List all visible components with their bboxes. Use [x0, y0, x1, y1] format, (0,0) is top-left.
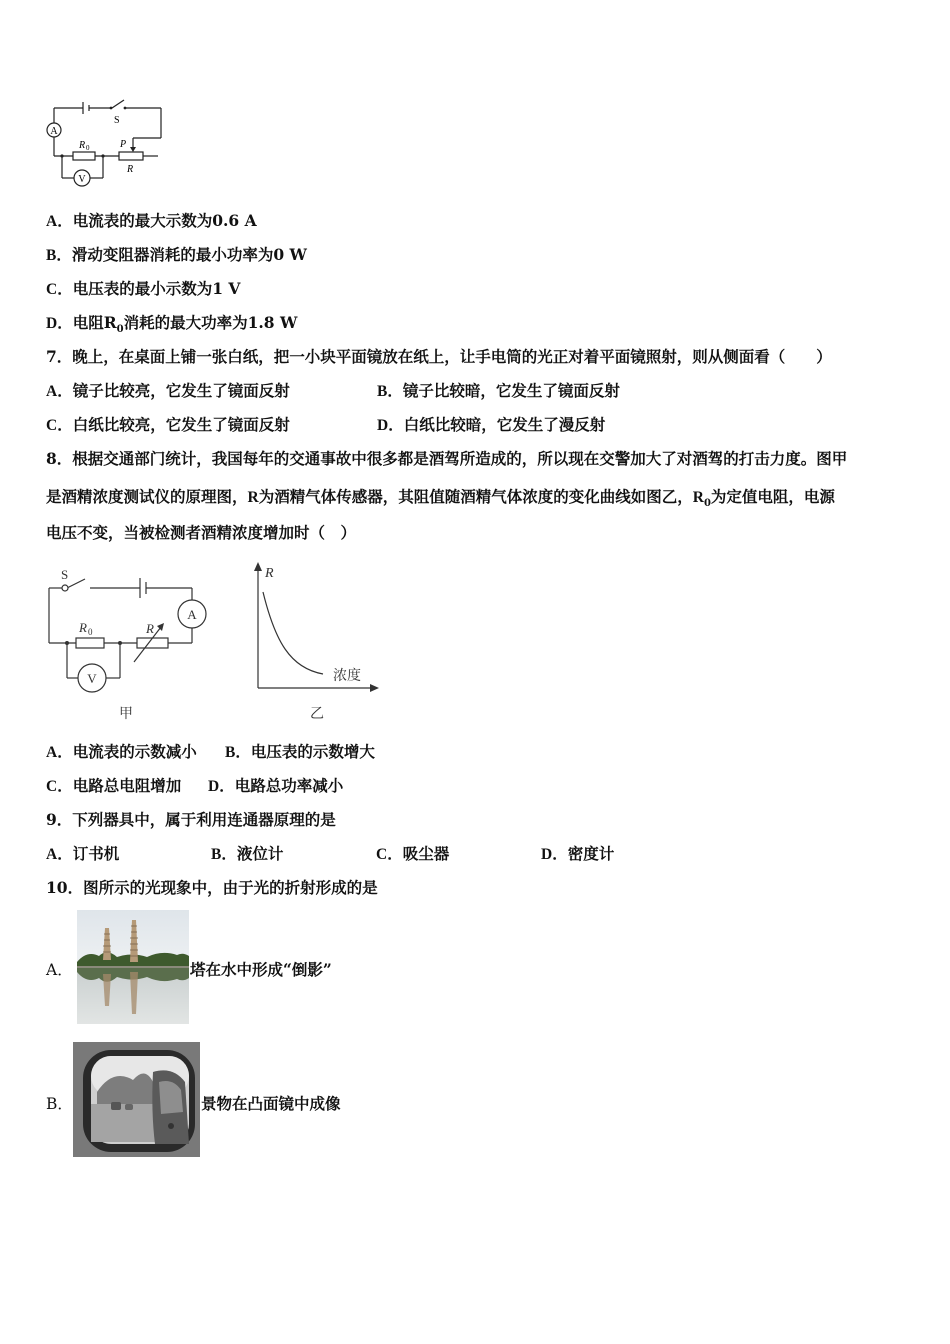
q7-option-c-label: C．: [46, 417, 73, 434]
q8-option-c[interactable]: [46, 776, 181, 797]
q8-voltmeter-symbol: V: [87, 671, 97, 686]
q6-rheostat-label: R: [127, 164, 134, 175]
q8-graph-yi: [245, 556, 385, 726]
q8-stem-line-2-b: 为酒精气体传感器，其阻值随酒精气体浓度的变化曲线如图乙，: [258, 487, 693, 506]
q8-option-a-label: A．: [46, 744, 73, 761]
q7-option-c[interactable]: [46, 415, 290, 436]
q8-option-b-text: 电压表的示数增大: [250, 742, 375, 761]
q6-ammeter-symbol: A: [50, 126, 58, 137]
q6-option-c[interactable]: [46, 279, 240, 300]
q9-option-c-text: 吸尘器: [402, 844, 450, 863]
q6-option-d-subscript: 0: [116, 324, 124, 336]
q7-option-a-text: 镜子比较亮，它发生了镜面反射: [72, 381, 290, 400]
q9-option-c[interactable]: [376, 844, 449, 865]
q6-option-b-text: 滑动变阻器消耗的最小功率为: [71, 245, 274, 264]
q6-r0-subscript: 0: [86, 144, 90, 152]
q6-slider-label: P: [120, 139, 127, 150]
q8-stem-line-1: 8．根据交通部门统计，我国每年的交通事故中很多都是酒驾所造成的，所以现在交警加大了对酒驾的打击力度。图甲: [46, 449, 848, 468]
q8-option-d-text: 电路总功率减小: [234, 776, 344, 795]
q8-stem-line-2-c: 为定值电阻，电源: [710, 487, 835, 506]
q8-option-c-label: C．: [46, 778, 73, 795]
q6-option-a-label: A．: [46, 213, 73, 230]
q8-option-b[interactable]: [225, 742, 375, 763]
q9-option-a[interactable]: [46, 844, 119, 865]
q6-option-a-value: 0.6 A: [212, 211, 257, 230]
q8-caption-yi: 乙: [310, 707, 324, 722]
q10-option-a-label[interactable]: A．: [46, 961, 73, 979]
q8-caption-jia: 甲: [119, 707, 133, 722]
q9-option-d[interactable]: [541, 844, 614, 865]
q6-option-d-text-pre: 电阻: [72, 313, 104, 332]
q9-option-b-label: B．: [211, 846, 237, 863]
q9-option-a-label: A．: [46, 846, 73, 863]
q10-option-a-pagoda-reflection-photo[interactable]: [77, 910, 189, 1024]
q6-option-c-label: C．: [46, 281, 73, 298]
q6-option-d-label: D．: [46, 315, 73, 332]
q8-stem-line-2-subscript: 0: [703, 498, 711, 510]
q7-option-d-text: 白纸比较暗，它发生了漫反射: [403, 415, 606, 434]
q8-stem-line-3: 电压不变，当被检测者酒精浓度增加时（ ）: [46, 523, 357, 542]
q10-option-b-text: 景物在凸面镜中成像: [201, 1094, 341, 1113]
q8-option-d[interactable]: [208, 776, 343, 797]
q8-option-c-text: 电路总电阻增加: [72, 776, 182, 795]
q9-stem: 9．下列器具中，属于利用连通器原理的是: [46, 810, 336, 829]
q6-option-c-value: 1 V: [212, 279, 241, 298]
q6-option-c-text: 电压表的最小示数为: [72, 279, 213, 298]
q7-option-c-text: 白纸比较亮，它发生了镜面反射: [72, 415, 290, 434]
q6-option-d-value: 1.8 W: [247, 313, 298, 332]
q9-option-d-label: D．: [541, 846, 568, 863]
q7-option-b[interactable]: [377, 381, 620, 402]
q8-switch-label: S: [61, 567, 69, 582]
q7-option-d-label: D．: [377, 417, 404, 434]
q8-stem-line-2-r: R: [247, 489, 259, 506]
q10-option-b-convex-mirror-photo[interactable]: [73, 1042, 200, 1157]
q10-option-b-label[interactable]: B．: [46, 1095, 73, 1113]
q6-voltmeter-symbol: V: [78, 174, 86, 185]
q6-option-b[interactable]: [46, 245, 307, 266]
q6-option-a-text: 电流表的最大示数为: [72, 211, 213, 230]
q6-option-a[interactable]: [46, 211, 257, 232]
q6-circuit-diagram: [40, 96, 175, 191]
q8-graph-x-axis-label: 浓度: [333, 669, 361, 684]
q7-option-d[interactable]: [377, 415, 605, 436]
q8-stem-line-2-r0: R: [692, 489, 704, 506]
q6-option-d-text-post: 消耗的最大功率为: [123, 313, 248, 332]
q8-sensor-label: R: [146, 621, 154, 636]
q6-r0-label: R: [79, 140, 86, 151]
q9-option-d-text: 密度计: [567, 844, 615, 863]
q9-option-b-text: 液位计: [236, 844, 284, 863]
q8-option-b-label: B．: [225, 744, 251, 761]
q10-option-a-text: 塔在水中形成“倒影”: [190, 960, 332, 979]
q6-option-b-value: 0 W: [273, 245, 307, 264]
q8-r0-label: R: [79, 620, 87, 635]
q10-stem: 10．图所示的光现象中，由于光的折射形成的是: [46, 878, 378, 897]
q8-option-a-text: 电流表的示数减小: [72, 742, 197, 761]
q9-option-b[interactable]: [211, 844, 283, 865]
q8-circuit-diagram-jia: [40, 562, 220, 724]
q6-option-d-r: R: [103, 313, 117, 332]
q7-option-a[interactable]: [46, 381, 290, 402]
q8-r0-subscript: 0: [88, 627, 93, 637]
q7-option-b-text: 镜子比较暗，它发生了镜面反射: [402, 381, 620, 400]
q7-option-a-label: A．: [46, 383, 73, 400]
q8-ammeter-symbol: A: [187, 607, 197, 622]
q7-option-b-label: B．: [377, 383, 403, 400]
q8-option-d-label: D．: [208, 778, 235, 795]
q6-option-d[interactable]: [46, 313, 297, 340]
q8-stem-line-2-a: 是酒精浓度测试仪的原理图，: [46, 487, 248, 506]
q9-option-a-text: 订书机: [72, 844, 120, 863]
q8-graph-y-axis-label: R: [265, 566, 274, 581]
q6-switch-label: S: [114, 115, 120, 126]
q9-option-c-label: C．: [376, 846, 403, 863]
q8-stem-line-2: [46, 487, 835, 514]
q7-stem: 7．晚上，在桌面上铺一张白纸，把一小块平面镜放在纸上，让手电筒的光正对着平面镜照射，则从侧面看（ ）: [46, 347, 832, 366]
q6-option-b-label: B．: [46, 247, 72, 264]
q8-option-a[interactable]: [46, 742, 197, 763]
